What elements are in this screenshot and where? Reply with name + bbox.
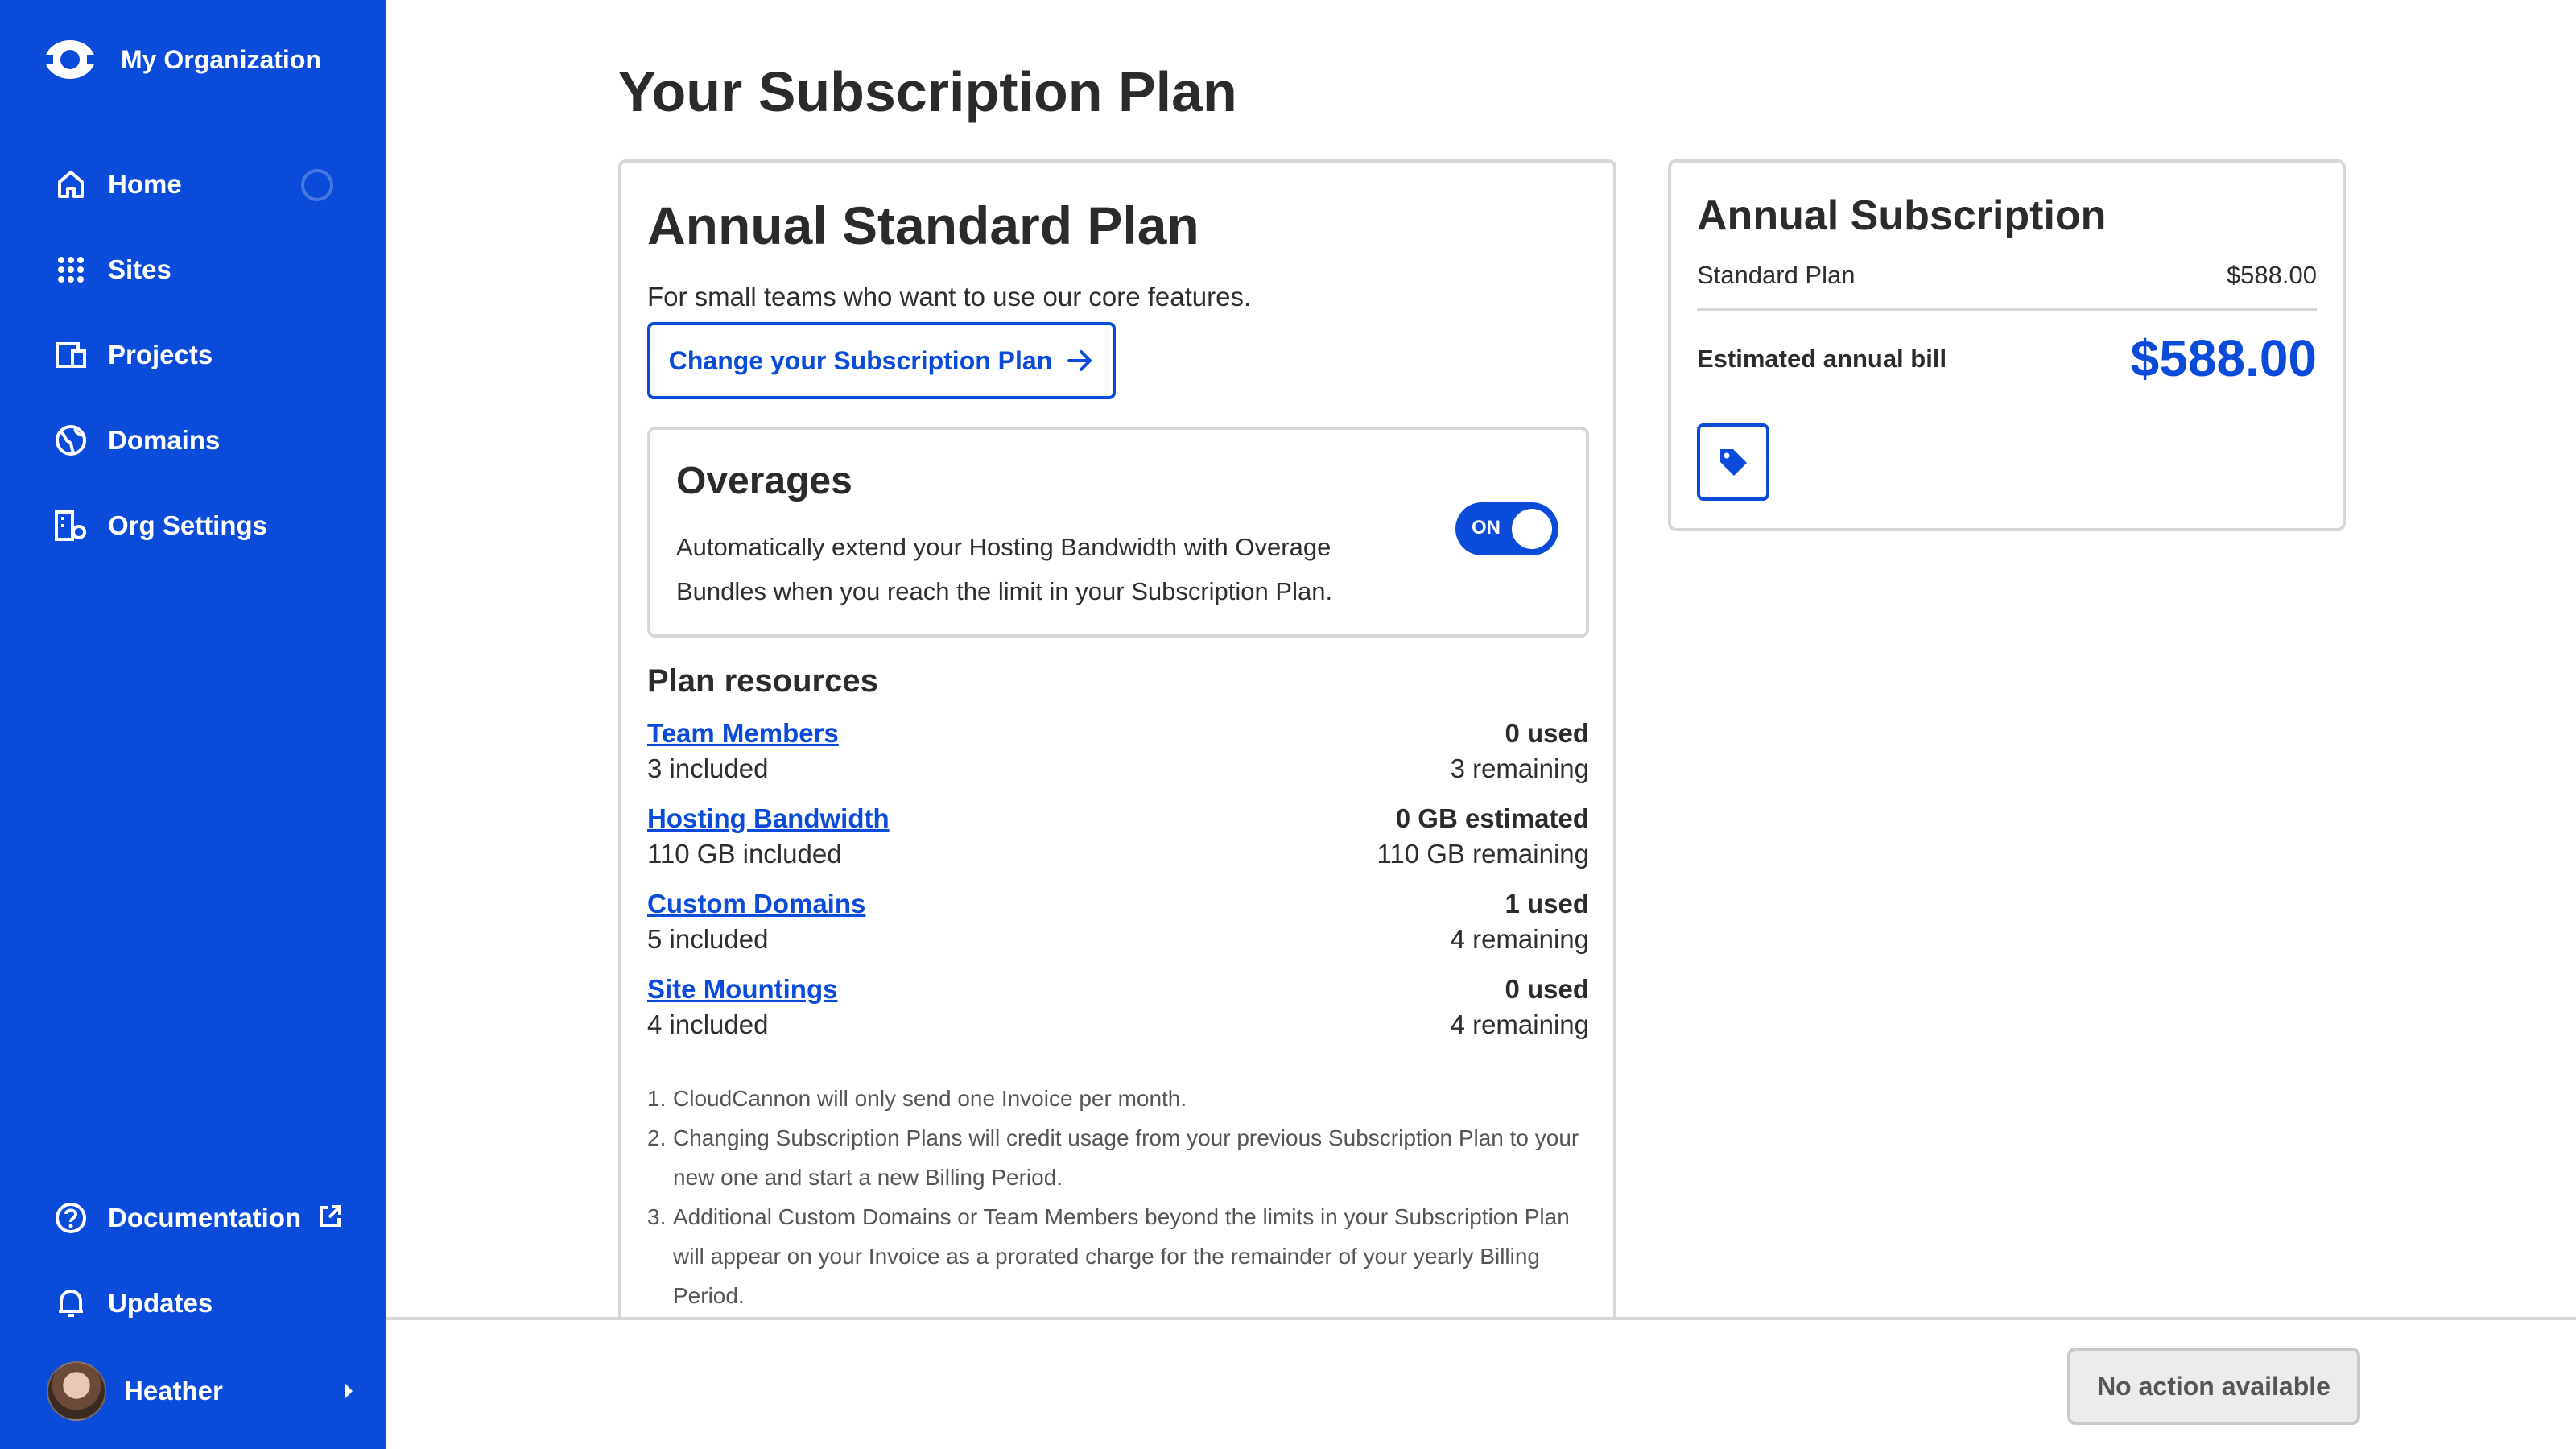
no-action-button[interactable]: No action available (2067, 1348, 2360, 1425)
resource-used: 0 used (1505, 718, 1589, 748)
note-number: 2. (647, 1125, 667, 1150)
note-text: Additional Custom Domains or Team Members beyond the limits in your Subscription Plan will appear on your Invoice as a prorated charge for the remainder of your yearly Billing Period. (673, 1204, 1570, 1308)
note-item (647, 1118, 1589, 1197)
tag-icon (1715, 444, 1751, 480)
resource-link-team-members[interactable]: Team Members (647, 718, 839, 748)
overages-title: Overages (676, 460, 852, 502)
home-icon (53, 167, 89, 202)
list-item (647, 974, 1589, 1059)
plan-line-label: Standard Plan (1697, 261, 1856, 289)
page-title: Your Subscription Plan (618, 60, 1237, 123)
nav-item-updates[interactable] (0, 1261, 386, 1346)
list-item (647, 889, 1589, 974)
help-circle-icon (53, 1200, 89, 1236)
footer-bar (386, 1317, 2576, 1449)
resource-used: 1 used (1505, 889, 1589, 919)
building-gear-icon (53, 508, 89, 543)
overages-description: Automatically extend your Hosting Bandwidth with Overage Bundles when you reach the limit in your Subscription Plan. (676, 533, 1333, 605)
change-plan-label: Change your Subscription Plan (668, 345, 1053, 375)
change-plan-button[interactable] (647, 322, 1116, 399)
sidebar (0, 0, 386, 1449)
main-content (386, 0, 2576, 1317)
overages-panel (647, 427, 1589, 638)
resources-title: Plan resources (647, 663, 878, 699)
user-name: Heather (124, 1376, 223, 1406)
org-switcher[interactable] (42, 35, 321, 84)
nav-label-projects: Projects (108, 340, 213, 369)
resource-included: 4 included (647, 1009, 769, 1039)
plan-description: For small teams who want to use our core features. (647, 282, 1252, 312)
resource-remaining: 3 remaining (1450, 753, 1589, 783)
nav-label-org-settings: Org Settings (108, 510, 268, 540)
grid-icon (53, 252, 89, 287)
estimated-bill-label: Estimated annual bill (1697, 345, 1947, 373)
resource-included: 3 included (647, 753, 769, 783)
resource-link-site-mountings[interactable]: Site Mountings (647, 974, 838, 1004)
user-menu[interactable] (47, 1360, 353, 1422)
toggle-label: ON (1472, 517, 1501, 539)
note-item (647, 1197, 1589, 1315)
estimated-bill-amount: $588.00 (2130, 329, 2317, 387)
resource-included: 5 included (647, 924, 769, 954)
nav-label-documentation: Documentation (108, 1203, 302, 1232)
resource-remaining: 110 GB remaining (1377, 839, 1589, 869)
nav-item-sites[interactable] (0, 227, 386, 312)
divider (1697, 308, 2317, 311)
org-name: My Organization (121, 44, 321, 74)
subscription-title: Annual Subscription (1697, 192, 2107, 239)
subscription-summary-card (1668, 159, 2346, 531)
resource-used: 0 used (1505, 974, 1589, 1004)
resource-included: 110 GB included (647, 839, 842, 869)
secondary-nav (0, 1175, 386, 1346)
chevron-right-icon (345, 1383, 353, 1399)
list-item (647, 718, 1589, 803)
nav-item-projects[interactable] (0, 312, 386, 398)
note-number: 3. (647, 1204, 667, 1229)
loading-spinner-icon (301, 169, 333, 201)
plan-notes (647, 1079, 1589, 1315)
nav-label-home: Home (108, 169, 182, 199)
resource-remaining: 4 remaining (1450, 1009, 1589, 1039)
toggle-knob (1512, 509, 1552, 549)
nav-label-domains: Domains (108, 425, 221, 455)
plan-card (618, 159, 1616, 1351)
nav-item-domains[interactable] (0, 398, 386, 483)
external-link-icon (317, 1203, 343, 1233)
note-text: CloudCannon will only send one Invoice per month. (673, 1086, 1187, 1111)
note-item (647, 1079, 1589, 1118)
arrow-right-icon (1067, 349, 1094, 373)
resource-link-custom-domains[interactable]: Custom Domains (647, 889, 866, 919)
note-text: Changing Subscription Plans will credit usage from your previous Subscription Plan to your new one and start a new Billing Period. (673, 1125, 1579, 1190)
coupon-button[interactable] (1697, 423, 1769, 501)
avatar (47, 1361, 106, 1421)
nav-item-documentation[interactable] (0, 1175, 386, 1261)
nav-label-updates: Updates (108, 1288, 213, 1318)
resource-remaining: 4 remaining (1450, 924, 1589, 954)
resources-list (647, 718, 1589, 1059)
plan-title: Annual Standard Plan (647, 196, 1199, 255)
resource-link-hosting-bandwidth[interactable]: Hosting Bandwidth (647, 803, 890, 833)
nav-label-sites: Sites (108, 254, 171, 284)
nav-item-org-settings[interactable] (0, 483, 386, 568)
overages-toggle[interactable] (1455, 502, 1558, 555)
cloudcannon-logo-icon (42, 37, 98, 82)
main-nav (0, 142, 386, 568)
bell-icon (53, 1286, 89, 1321)
projects-icon (53, 337, 89, 373)
nav-item-home[interactable] (0, 142, 386, 227)
list-item (647, 803, 1589, 889)
globe-icon (53, 423, 89, 458)
plan-line-price: $588.00 (2226, 261, 2317, 289)
note-number: 1. (647, 1086, 667, 1111)
resource-used: 0 GB estimated (1395, 803, 1589, 833)
